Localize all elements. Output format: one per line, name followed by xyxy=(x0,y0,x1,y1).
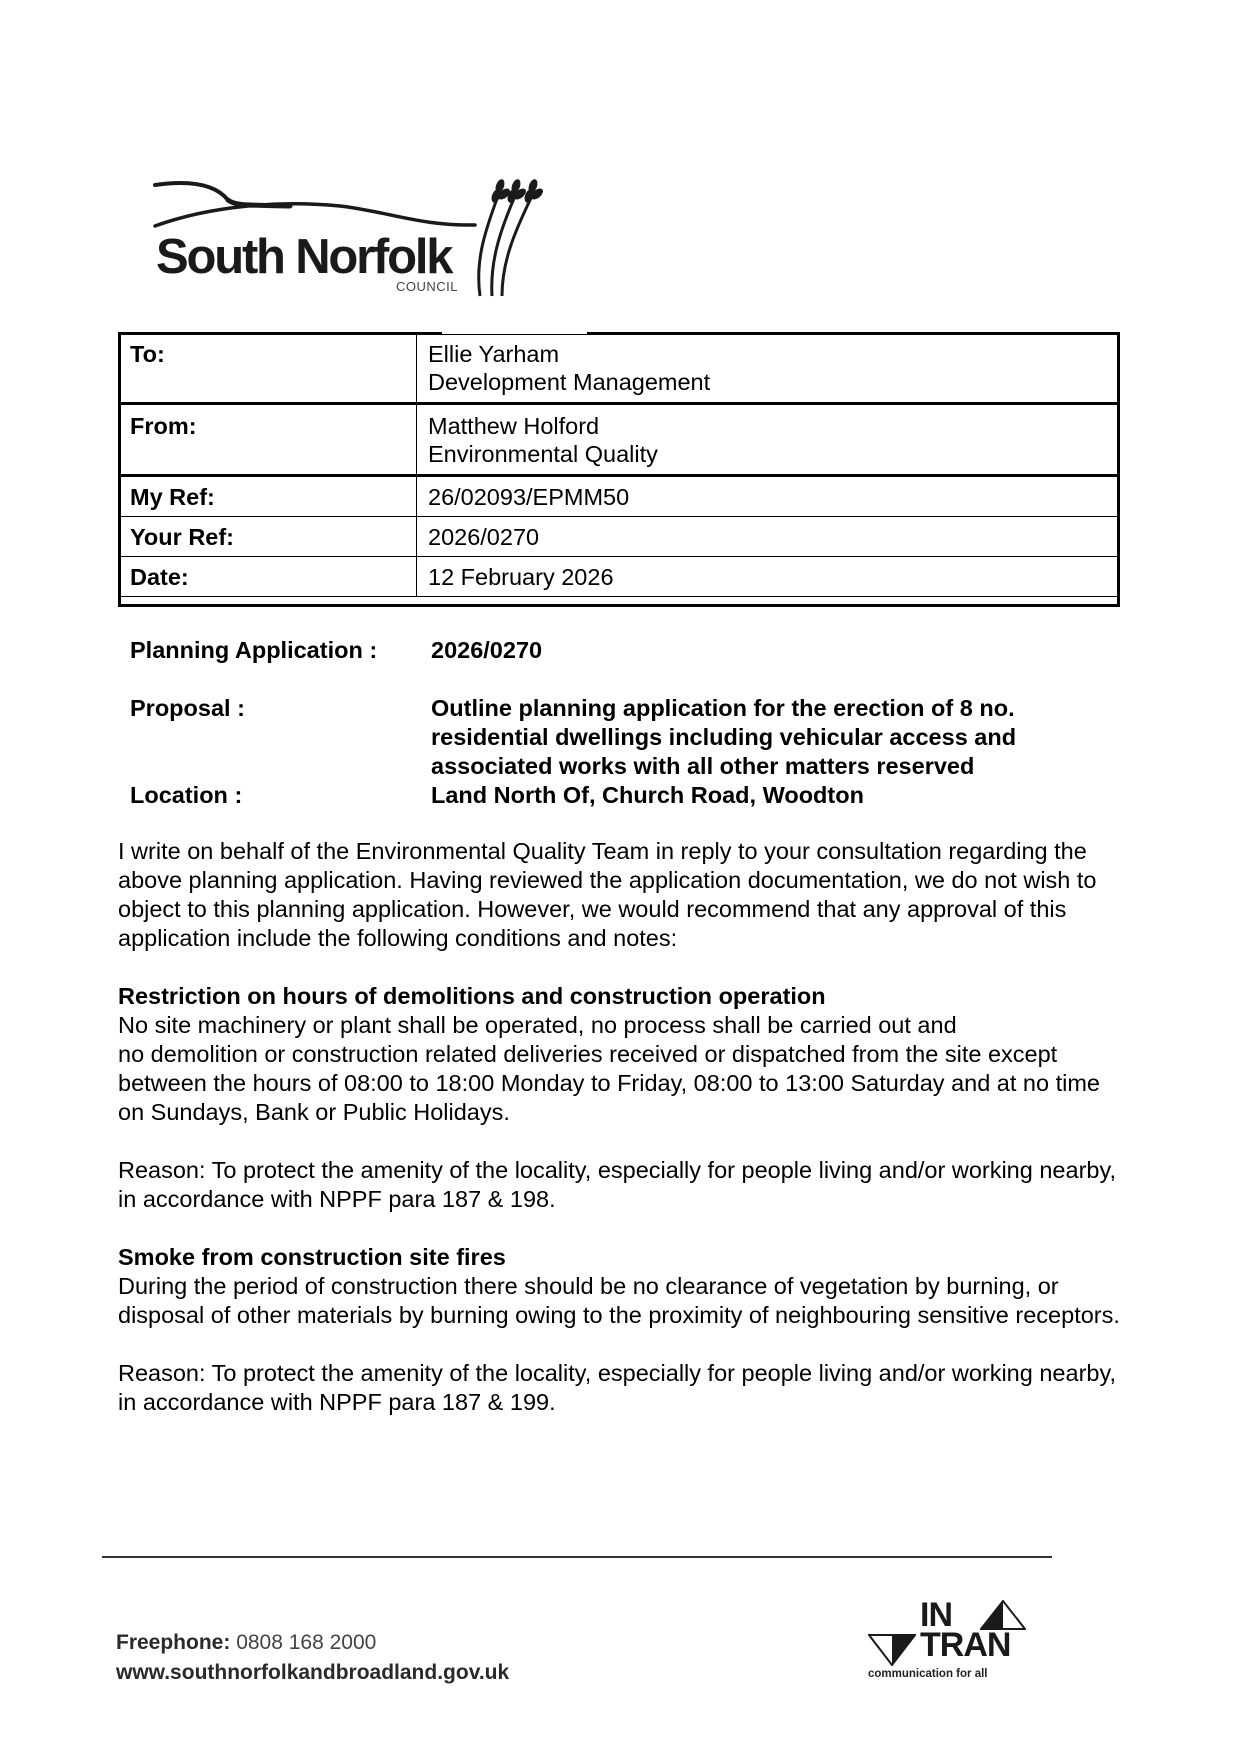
footer-contact xyxy=(116,1628,509,1688)
memo-row-to xyxy=(119,333,1120,404)
memo-label: My Ref: xyxy=(119,476,417,517)
date-value: 12 February 2026 xyxy=(417,557,1120,597)
memo-row-your-ref xyxy=(119,517,1120,557)
condition-heading: Smoke from construction site fires xyxy=(118,1244,506,1270)
proposal-row xyxy=(130,694,1090,781)
memo-label: From: xyxy=(119,404,417,476)
condition-smoke xyxy=(118,1243,1128,1330)
location-label: Location : xyxy=(130,782,243,808)
condition-text-line1: No site machinery or plant shall be operated, no process shall be carried out and xyxy=(118,1012,957,1038)
logo-wordmark: South Norfolk xyxy=(156,230,452,284)
intro-paragraph: I write on behalf of the Environmental Quality Team in reply to your consultation regarding the above planning application. Having reviewed the application documentation, we do not wish to object to this planning application. However, we would recommend that any approval of this application include the following conditions and notes: xyxy=(118,838,1097,951)
phone-line xyxy=(116,1628,509,1658)
memo-row-from xyxy=(119,404,1120,476)
phone-label: Freephone: xyxy=(116,1631,231,1654)
memo-value xyxy=(417,404,1120,476)
condition-text: no demolition or construction related deliveries received or dispatched from the site except between the hours of 08:00 to 18:00 Monday to Friday, 08:00 to 13:00 Saturday and at no time on Sundays, Bank or Public Holidays. xyxy=(118,1041,1100,1125)
website-link[interactable]: www.southnorfolkandbroadland.gov.uk xyxy=(116,1661,510,1684)
your-ref-value: 2026/0270 xyxy=(417,517,1120,557)
memo-row-my-ref xyxy=(119,476,1120,517)
council-logo xyxy=(150,176,570,301)
planning-application-label: Planning Application : xyxy=(130,637,378,663)
proposal-label: Proposal : xyxy=(130,695,245,721)
recipient-name: Ellie Yarham xyxy=(428,341,560,367)
proposal-value: Outline planning application for the erection of 8 no. residential dwellings including vehicular access and associated works with all other matters reserved xyxy=(431,695,1017,779)
location-value: Land North Of, Church Road, Woodton xyxy=(431,782,864,808)
intran-tagline: communication for all xyxy=(868,1668,988,1680)
memo-row-date xyxy=(119,557,1120,597)
memo-value xyxy=(417,333,1120,404)
planning-application-row xyxy=(130,636,1090,665)
memo-label: Your Ref: xyxy=(119,517,417,557)
intran-line2: TRAN xyxy=(920,1626,1011,1664)
application-summary xyxy=(130,636,1090,810)
condition-text: During the period of construction there should be no clearance of vegetation by burning, or disposal of other materials by burning owing to the proximity of neighbouring sensitive receptors. xyxy=(118,1273,1120,1328)
condition-reason: Reason: To protect the amenity of the locality, especially for people living and/or working nearby, in accordance with NPPF para 187 & 199. xyxy=(118,1360,1116,1415)
logo-subtitle: COUNCIL xyxy=(396,279,459,294)
memo-label: Date: xyxy=(119,557,417,597)
phone-number: 0808 168 2000 xyxy=(236,1631,377,1654)
intran-badge xyxy=(868,1596,1038,1686)
letter-body xyxy=(118,837,1128,1446)
condition-heading: Restriction on hours of demolitions and construction operation xyxy=(118,983,826,1009)
intran-line1: IN xyxy=(920,1596,952,1634)
triangle-down-icon xyxy=(868,1634,916,1666)
location-row xyxy=(130,781,1090,810)
sender-department: Environmental Quality xyxy=(428,441,658,467)
planning-application-value: 2026/0270 xyxy=(431,637,543,663)
memo-label: To: xyxy=(119,333,417,404)
my-ref-value: 26/02093/EPMM50 xyxy=(417,476,1120,517)
table-border-gap xyxy=(442,331,587,334)
condition-hours xyxy=(118,982,1128,1127)
memo-header-table xyxy=(118,332,1120,597)
sender-name: Matthew Holford xyxy=(428,413,600,439)
recipient-department: Development Management xyxy=(428,369,711,395)
condition-reason: Reason: To protect the amenity of the locality, especially for people living and/or working nearby, in accordance with NPPF para 187 & 198. xyxy=(118,1157,1116,1212)
wheat-icon xyxy=(479,196,532,296)
footer-divider xyxy=(102,1556,1052,1558)
